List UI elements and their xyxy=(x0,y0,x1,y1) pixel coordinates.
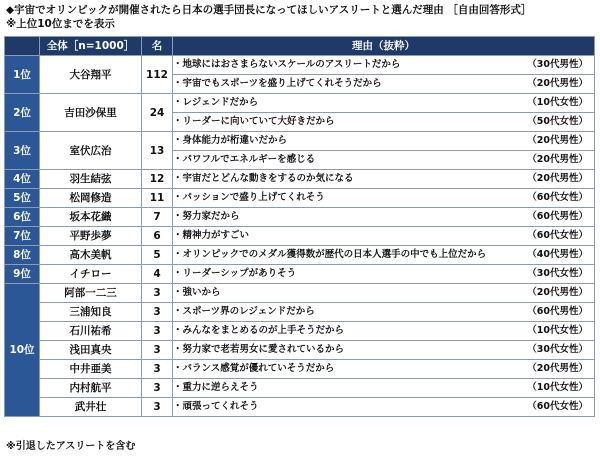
reason-cell xyxy=(173,151,595,170)
table-row xyxy=(5,322,595,341)
table-row xyxy=(5,170,595,189)
respondent-label: （20代男性） xyxy=(527,173,588,184)
table-row xyxy=(5,246,595,265)
reason-text: ・宇宙でもスポーツを盛り上げてくれそうだから xyxy=(173,78,382,89)
reason-text: ・重力に逆らえそう xyxy=(173,382,259,393)
respondent-label: （60代男性） xyxy=(527,306,588,317)
reason-cell xyxy=(173,56,595,75)
vote-count: 3 xyxy=(142,360,173,379)
reason-cell xyxy=(173,322,595,341)
reason-cell xyxy=(173,341,595,360)
table-row xyxy=(5,379,595,398)
reason-text: ・スポーツ界のレジェンドだから xyxy=(173,306,315,317)
respondent-label: （10代女性） xyxy=(527,325,588,336)
vote-count: 3 xyxy=(142,303,173,322)
rank-cell: 3位 xyxy=(5,132,40,170)
reason-text: ・努力家で老若男女に愛されているから xyxy=(173,344,345,355)
rank-cell: 8位 xyxy=(5,246,40,265)
vote-count: 112 xyxy=(142,56,173,94)
reason-text: ・リーダーに向いていて大好きだから xyxy=(173,116,335,127)
respondent-label: （60代女性） xyxy=(527,401,588,412)
rank-cell: 6位 xyxy=(5,208,40,227)
table-row xyxy=(5,360,595,379)
table-row xyxy=(5,265,595,284)
respondent-label: （20代男性） xyxy=(527,287,588,298)
reason-cell xyxy=(173,246,595,265)
vote-count: 4 xyxy=(142,265,173,284)
athlete-name: 室伏広治 xyxy=(40,132,142,170)
athlete-name: 平野歩夢 xyxy=(40,227,142,246)
athlete-name: 阿部一二三 xyxy=(40,284,142,303)
reason-text: ・努力家だから xyxy=(173,211,240,222)
respondent-label: （60代女性） xyxy=(527,192,588,203)
reason-cell xyxy=(173,284,595,303)
reason-text: ・身体能力が桁違いだから xyxy=(173,135,288,146)
respondent-label: （30代女性） xyxy=(527,344,588,355)
vote-count: 3 xyxy=(142,379,173,398)
table-row xyxy=(5,132,595,151)
vote-count: 5 xyxy=(142,246,173,265)
respondent-label: （30代女性） xyxy=(527,268,588,279)
reason-text: ・バランス感覚が優れていそうだから xyxy=(173,363,335,374)
vote-count: 3 xyxy=(142,284,173,303)
reason-cell xyxy=(173,265,595,284)
reason-text: ・オリンピックでのメダル獲得数が歴代の日本人選手の中でも上位だから xyxy=(173,249,487,260)
table-row xyxy=(5,227,595,246)
reason-cell xyxy=(173,132,595,151)
reason-cell xyxy=(173,360,595,379)
respondent-label: （40代男性） xyxy=(527,249,588,260)
table-row xyxy=(5,208,595,227)
reason-text: ・精神力がすごい xyxy=(173,230,250,241)
reason-cell xyxy=(173,227,595,246)
reason-text: ・パッションで盛り上げてくれそう xyxy=(173,192,325,203)
athlete-name: 大谷翔平 xyxy=(40,56,142,94)
rank-cell: 10位 xyxy=(5,284,40,417)
rank-cell: 7位 xyxy=(5,227,40,246)
footnote: ※引退したアスリートを含む xyxy=(6,441,136,452)
table-row xyxy=(5,341,595,360)
table-row xyxy=(5,398,595,417)
respondent-label: （50代女性） xyxy=(527,116,588,127)
vote-count: 6 xyxy=(142,227,173,246)
vote-count: 11 xyxy=(142,189,173,208)
respondent-label: （20代男性） xyxy=(527,154,588,165)
rank-cell: 9位 xyxy=(5,265,40,284)
respondent-label: （30代男性） xyxy=(527,59,588,70)
table-row xyxy=(5,303,595,322)
rank-cell: 4位 xyxy=(5,170,40,189)
rank-cell: 2位 xyxy=(5,94,40,132)
athlete-name: 浅田真央 xyxy=(40,341,142,360)
reason-cell xyxy=(173,303,595,322)
vote-count: 13 xyxy=(142,132,173,170)
vote-count: 3 xyxy=(142,341,173,360)
reason-cell xyxy=(173,379,595,398)
vote-count: 7 xyxy=(142,208,173,227)
vote-count: 12 xyxy=(142,170,173,189)
respondent-label: （20代男性） xyxy=(527,78,588,89)
reason-text: ・みんなをまとめるのが上手そうだから xyxy=(173,325,345,336)
page-subtitle: ※上位10位までを表示 xyxy=(6,18,115,30)
reason-text: ・レジェンドだから xyxy=(173,97,259,108)
table-row xyxy=(5,56,595,75)
respondent-label: （20代男性） xyxy=(527,135,588,146)
header-count: 名 xyxy=(142,37,173,56)
athlete-name: 石川祐希 xyxy=(40,322,142,341)
table-header-row xyxy=(5,37,595,56)
reason-text: ・地球にはおさまらないスケールのアスリートだから xyxy=(173,59,401,70)
page-title: ◆宇宙でオリンピックが開催されたら日本の選手団長になってほしいアスリートと選んだ理由 ［自由回答形式］ xyxy=(6,4,532,16)
respondent-label: （60代男性） xyxy=(527,211,588,222)
header-rank xyxy=(5,37,40,56)
athlete-name: 武井壮 xyxy=(40,398,142,417)
athlete-name: 中井亜美 xyxy=(40,360,142,379)
header-reason: 理由（抜粋） xyxy=(173,37,595,56)
athlete-name: 坂本花織 xyxy=(40,208,142,227)
reason-cell xyxy=(173,170,595,189)
reason-text: ・頑張ってくれそう xyxy=(173,401,259,412)
respondent-label: （20代男性） xyxy=(527,363,588,374)
reason-text: ・パワフルでエネルギーを感じる xyxy=(173,154,316,165)
athlete-name: 高木美帆 xyxy=(40,246,142,265)
respondent-label: （60代女性） xyxy=(527,230,588,241)
table-row xyxy=(5,189,595,208)
athlete-name: イチロー xyxy=(40,265,142,284)
reason-text: ・宇宙だとどんな動きをするのか気になる xyxy=(173,173,354,184)
vote-count: 3 xyxy=(142,322,173,341)
reason-cell xyxy=(173,208,595,227)
athlete-name: 吉田沙保里 xyxy=(40,94,142,132)
respondent-label: （10代女性） xyxy=(527,382,588,393)
athlete-name: 羽生結弦 xyxy=(40,170,142,189)
reason-cell xyxy=(173,189,595,208)
reason-text: ・強いから xyxy=(173,287,221,298)
vote-count: 24 xyxy=(142,94,173,132)
athlete-name: 三浦知良 xyxy=(40,303,142,322)
ranking-table xyxy=(4,36,595,417)
respondent-label: （10代女性） xyxy=(527,97,588,108)
rank-cell: 5位 xyxy=(5,189,40,208)
reason-cell xyxy=(173,113,595,132)
rank-cell: 1位 xyxy=(5,56,40,94)
table-row xyxy=(5,284,595,303)
header-total: 全体［n=1000］ xyxy=(40,37,142,56)
athlete-name: 松岡修造 xyxy=(40,189,142,208)
athlete-name: 内村航平 xyxy=(40,379,142,398)
vote-count: 3 xyxy=(142,398,173,417)
reason-cell xyxy=(173,398,595,417)
table-body xyxy=(5,56,595,417)
reason-cell xyxy=(173,75,595,94)
table-row xyxy=(5,94,595,113)
reason-text: ・リーダーシップがありそう xyxy=(173,268,297,279)
reason-cell xyxy=(173,94,595,113)
